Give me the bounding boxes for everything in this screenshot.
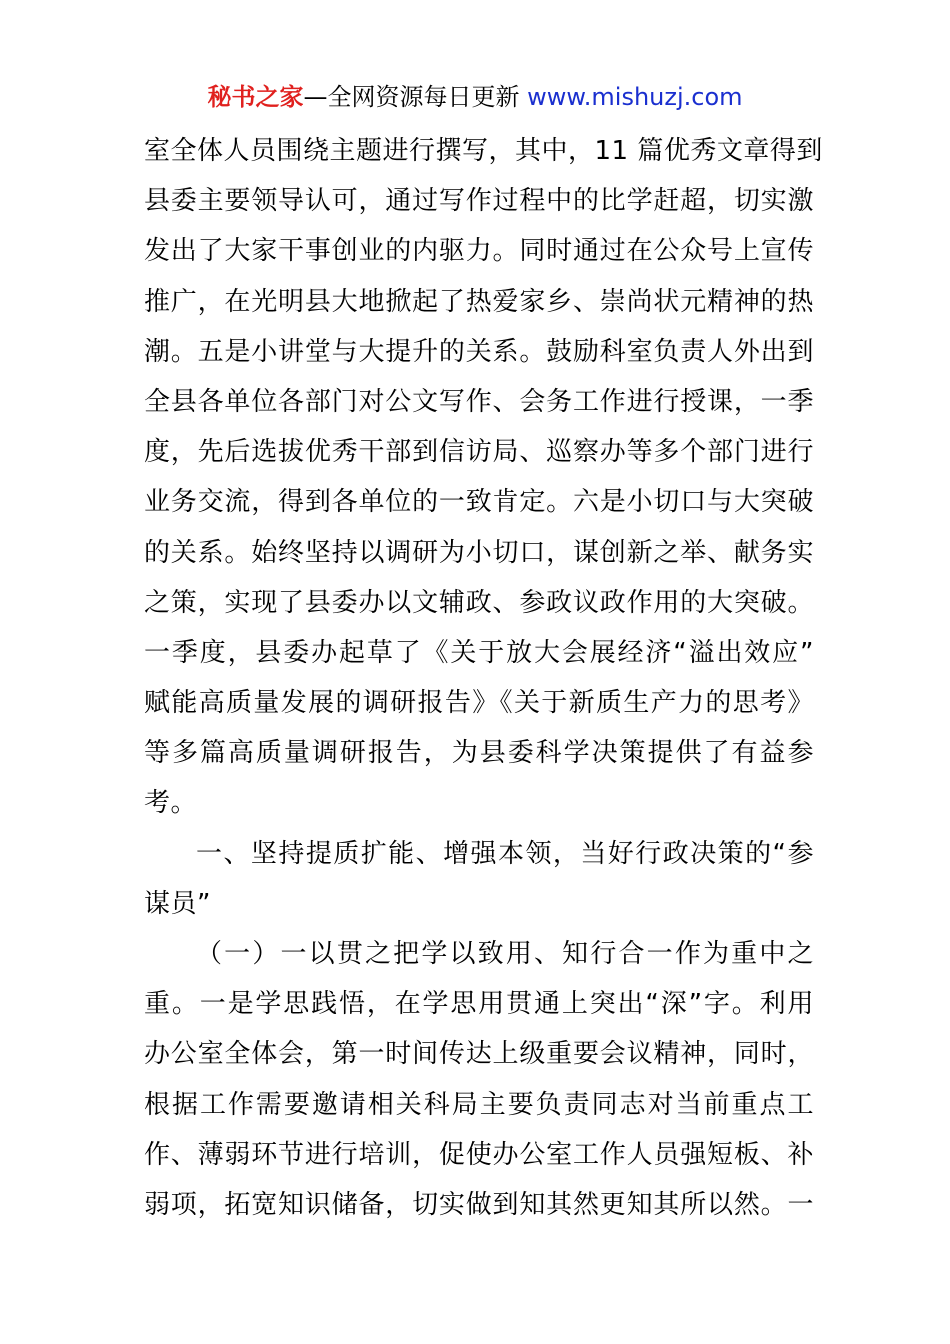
text-line: 重。一是学思践悟，在学思用贯通上突出“深”字。利用 <box>144 989 814 1020</box>
text-line: 发出了大家干事创业的内驱力。同时通过在公众号上宣传 <box>144 236 814 267</box>
header-url-link[interactable]: www.mishuzj.com <box>527 83 743 111</box>
text-line: 的关系。始终坚持以调研为小切口，谋创新之举、献务实 <box>144 537 814 568</box>
section-heading-line: 谋员” <box>144 888 211 919</box>
header-tagline: —全网资源每日更新 <box>303 83 520 111</box>
text-line: 弱项，拓宽知识储备，切实做到知其然更知其所以然。一 <box>144 1189 814 1220</box>
brand-name: 秘书之家 <box>207 83 304 111</box>
text-line: 潮。五是小讲堂与大提升的关系。鼓励科室负责人外出到 <box>144 336 814 367</box>
text-line: 根据工作需要邀请相关科局主要负责同志对当前重点工 <box>144 1089 814 1120</box>
text-line: 业务交流，得到各单位的一致肯定。六是小切口与大突破 <box>144 487 814 518</box>
page-header <box>0 80 950 114</box>
text-line: 赋能高质量发展的调研报告》《关于新质生产力的思考》 <box>144 688 814 719</box>
section-heading-line: 一、坚持提质扩能、增强本领，当好行政决策的“参 <box>196 838 814 869</box>
text-line: 室全体人员围绕主题进行撰写，其中，11 篇优秀文章得到 <box>144 136 823 166</box>
document-body <box>144 126 823 1230</box>
text-line: 办公室全体会，第一时间传达上级重要会议精神，同时， <box>144 1039 814 1070</box>
text-line: 考。 <box>144 788 198 819</box>
text-line: 一季度，县委办起草了《关于放大会展经济“溢出效应” <box>144 637 814 668</box>
text-line: 作、薄弱环节进行培训，促使办公室工作人员强短板、补 <box>144 1139 814 1170</box>
text-line: 之策，实现了县委办以文辅政、参政议政作用的大突破。 <box>144 587 814 618</box>
text-line: 等多篇高质量调研报告，为县委科学决策提供了有益参 <box>144 738 814 769</box>
text-line: 全县各单位各部门对公文写作、会务工作进行授课，一季 <box>144 386 814 417</box>
text-line: 推广，在光明县大地掀起了热爱家乡、崇尚状元精神的热 <box>144 286 814 317</box>
text-line: 县委主要领导认可，通过写作过程中的比学赶超，切实激 <box>144 186 814 217</box>
text-line: 度，先后选拔优秀干部到信访局、巡察办等多个部门进行 <box>144 437 814 468</box>
subsection-heading-line: （一）一以贯之把学以致用、知行合一作为重中之 <box>196 939 814 969</box>
